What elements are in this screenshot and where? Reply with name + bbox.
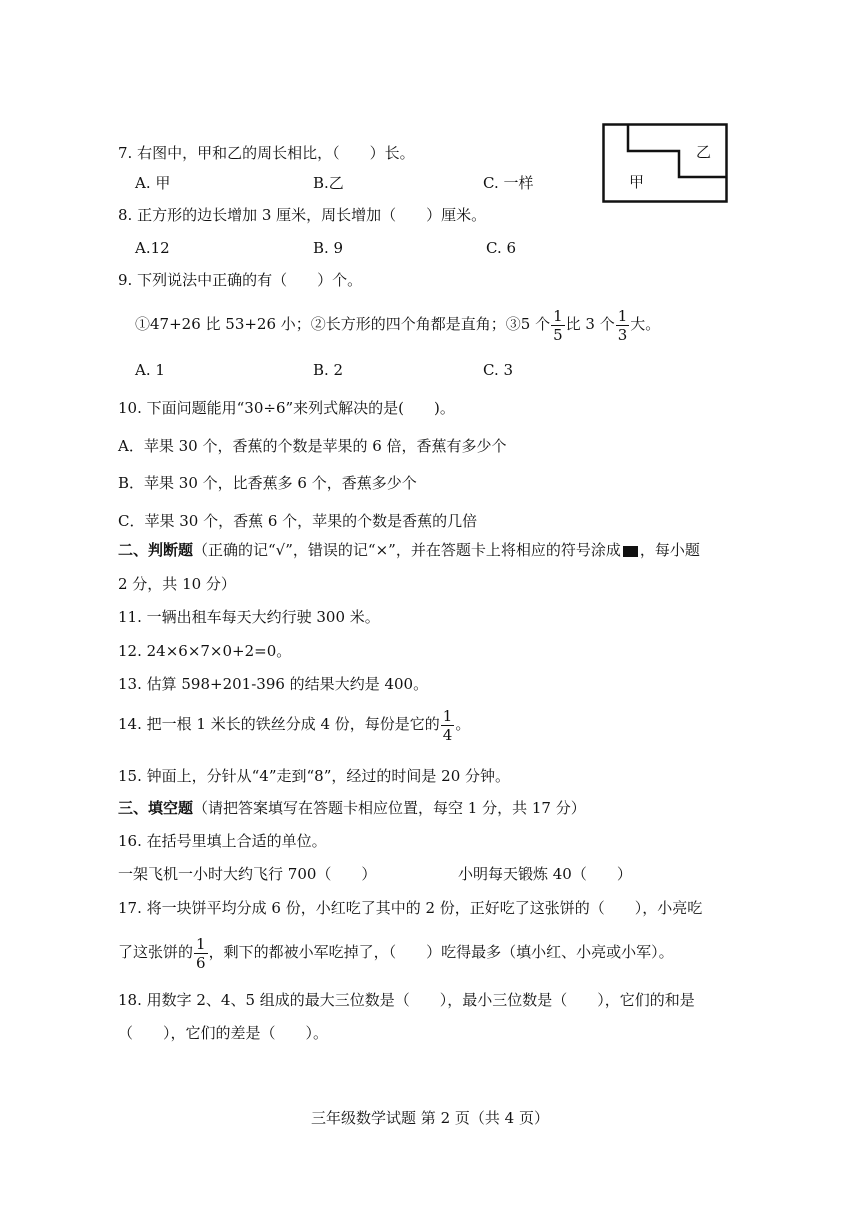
section-3-heading bbox=[118, 798, 586, 818]
section-2-points: 2 分，共 10 分） bbox=[118, 575, 236, 593]
q17-line2-end: ，剩下的都被小军吃掉了，（ ）吃得最多（填小红、小亮或小军）。 bbox=[208, 943, 674, 961]
perimeter-figure bbox=[602, 123, 728, 203]
question-18-line2: （ ），它们的差是（ ）。 bbox=[118, 1024, 329, 1042]
q8-option-b: B. 9 bbox=[313, 239, 344, 257]
q17-line2-start: 了这张饼的 bbox=[118, 943, 194, 961]
question-9: 9. 下列说法中正确的有（ ）个。 bbox=[118, 271, 363, 289]
question-18-line1: 18. 用数字 2、4、5 组成的最大三位数是（ ），最小三位数是（ ），它们的和是 bbox=[118, 991, 695, 1009]
q10-option-c: C．苹果 30 个，香蕉 6 个，苹果的个数是香蕉的几倍 bbox=[118, 512, 478, 530]
q16-right-blank: 小明每天锻炼 40（ ） bbox=[458, 865, 632, 883]
question-17-line2 bbox=[118, 932, 674, 972]
section-2-instructions: （正确的记“√”，错误的记“×”，并在答题卡上将相应的符号涂成 bbox=[193, 541, 621, 559]
q16-left-blank: 一架飞机一小时大约飞行 700（ ） bbox=[118, 865, 377, 883]
section-3-instructions: （请把答案填写在答题卡相应位置，每空 1 分，共 17 分） bbox=[193, 799, 586, 817]
q7-option-c: C. 一样 bbox=[483, 174, 534, 192]
question-11: 11. 一辆出租车每天大约行驶 300 米。 bbox=[118, 608, 380, 626]
question-14 bbox=[118, 704, 470, 744]
filled-box-icon bbox=[623, 546, 638, 557]
question-10: 10. 下面问题能用“30÷6”来列式解决的是( )。 bbox=[118, 399, 455, 417]
section-3-title: 三、填空题 bbox=[118, 799, 194, 817]
section-2-heading bbox=[118, 540, 700, 560]
q9-statements bbox=[135, 304, 660, 344]
figure-label-yi: 乙 bbox=[696, 143, 712, 161]
section-2-title: 二、判断题 bbox=[118, 541, 194, 559]
q14-end: 。 bbox=[455, 715, 471, 733]
q9-option-c: C. 3 bbox=[483, 361, 514, 379]
figure-label-jia: 甲 bbox=[629, 173, 645, 191]
question-8: 8. 正方形的边长增加 3 厘米，周长增加（ ）厘米。 bbox=[118, 206, 487, 224]
q9-statement-part2: 比 3 个 bbox=[565, 315, 615, 333]
question-13: 13. 估算 598+201-396 的结果大约是 400。 bbox=[118, 675, 429, 693]
question-16: 16. 在括号里填上合适的单位。 bbox=[118, 832, 327, 850]
page-footer: 三年级数学试题 第 2 页（共 4 页） bbox=[311, 1109, 549, 1127]
question-7: 7. 右图中，甲和乙的周长相比，（ ）长。 bbox=[118, 144, 415, 162]
q9-statement-part3: 大。 bbox=[630, 315, 661, 333]
q8-option-c: C. 6 bbox=[486, 239, 517, 257]
q14-fraction-1-4: $\frac{1}{4}$ bbox=[442, 706, 453, 744]
q14-text: 14. 把一根 1 米长的铁丝分成 4 份，每份是它的 bbox=[118, 715, 440, 733]
figure-outline bbox=[602, 123, 728, 203]
q10-option-b: B．苹果 30 个，比香蕉多 6 个，香蕉多少个 bbox=[118, 474, 417, 492]
q7-option-b: B.乙 bbox=[313, 174, 344, 192]
q9-fraction-1-3: $\frac{1}{3}$ bbox=[617, 306, 628, 344]
q9-option-a: A. 1 bbox=[135, 361, 165, 379]
q9-statement-part1: ①47+26 比 53+26 小；②长方形的四个角都是直角；③5 个 bbox=[135, 315, 551, 333]
q17-fraction-1-6: $\frac{1}{6}$ bbox=[196, 934, 206, 972]
question-12: 12. 24×6×7×0+2=0。 bbox=[118, 642, 292, 660]
q8-option-a: A.12 bbox=[135, 239, 170, 257]
q10-option-a: A．苹果 30 个，香蕉的个数是苹果的 6 倍，香蕉有多少个 bbox=[118, 437, 507, 455]
q9-fraction-1-5: $\frac{1}{5}$ bbox=[553, 306, 563, 344]
question-15: 15. 钟面上，分针从“4”走到“8”，经过的时间是 20 分钟。 bbox=[118, 767, 511, 785]
section-2-instructions-end: ，每小题 bbox=[639, 541, 700, 559]
question-17-line1: 17. 将一块饼平均分成 6 份，小红吃了其中的 2 份，正好吃了这张饼的（ ），小亮吃 bbox=[118, 899, 703, 917]
q7-option-a: A. 甲 bbox=[135, 174, 171, 192]
q9-option-b: B. 2 bbox=[313, 361, 344, 379]
